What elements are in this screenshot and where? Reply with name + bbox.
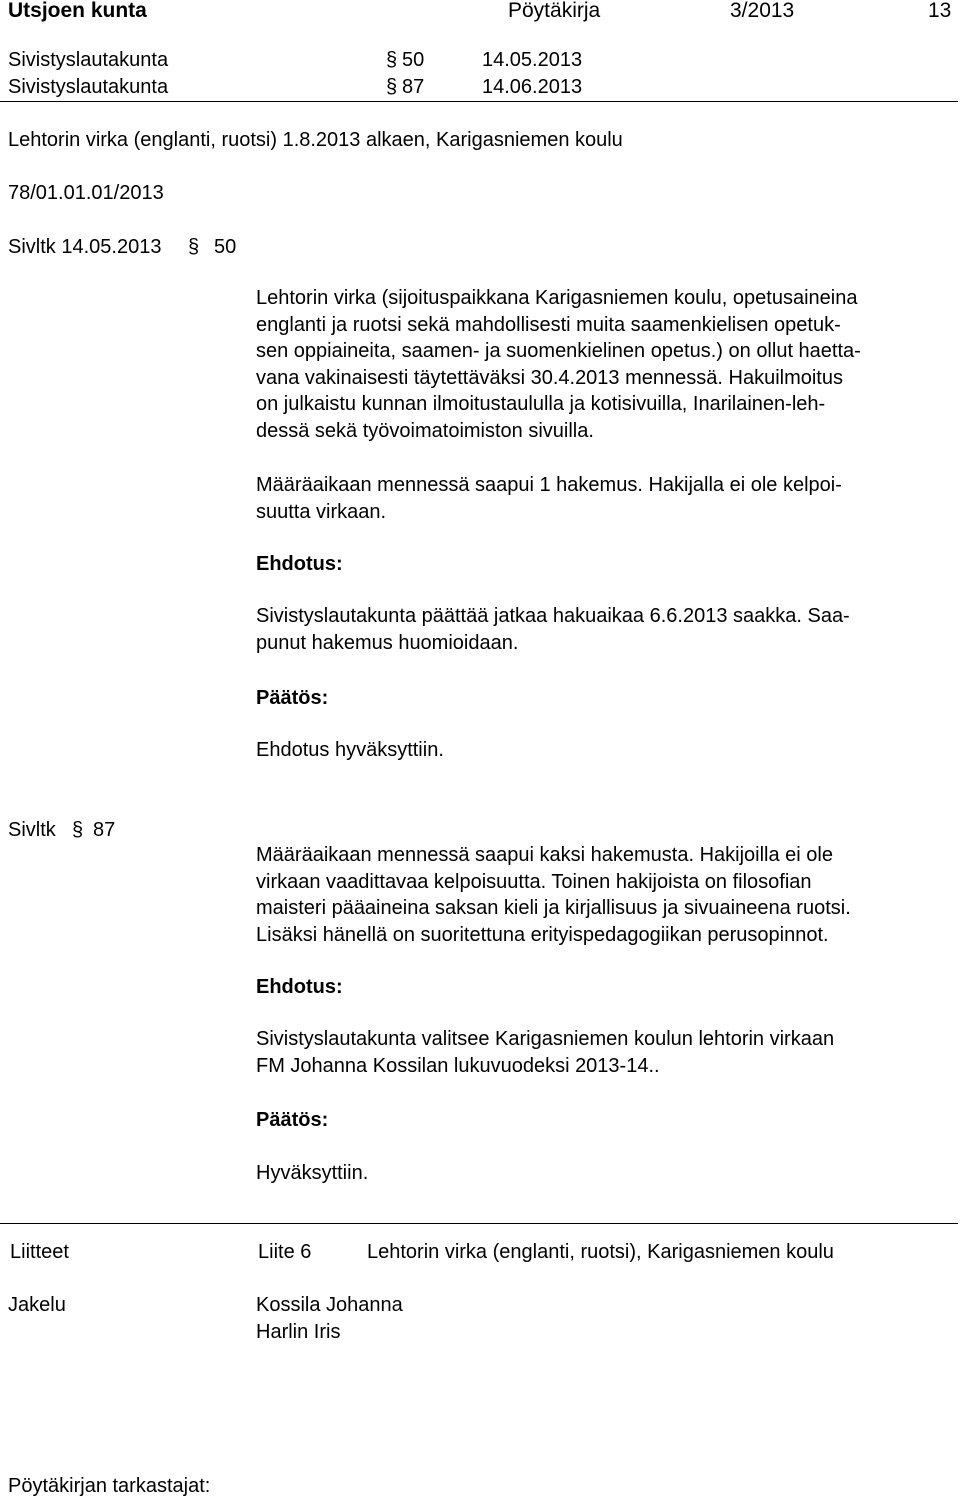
attachments-divider xyxy=(0,1223,958,1224)
body-line: Määräaikaan mennessä saapui 1 hakemus. Hakijalla ei ole kelpoi- xyxy=(256,474,842,496)
entry1-decision: Ehdotus hyväksyttiin. xyxy=(256,739,444,761)
body-line: suutta virkaan. xyxy=(256,500,387,523)
entry1-proposal xyxy=(256,603,946,656)
meeting-section: 87 xyxy=(402,76,425,98)
municipality-name: Utsjoen kunta xyxy=(8,0,147,22)
body-line: dessä sekä työvoimatoimiston sivuilla. xyxy=(256,419,594,442)
entry1-label: Sivltk 14.05.2013 xyxy=(8,236,162,258)
entry1-decision-label: Päätös: xyxy=(256,687,329,709)
attachment-description: Lehtorin virka (englanti, ruotsi), Karigasniemen koulu xyxy=(367,1241,834,1263)
body-line: Sivistyslautakunta valitsee Karigasniemen koulun lehtorin virkaan xyxy=(256,1028,835,1050)
entry2-label: Sivltk xyxy=(8,819,56,841)
section-symbol: § xyxy=(188,236,200,258)
entry1-proposal-label: Ehdotus: xyxy=(256,553,343,575)
body-line: Määräaikaan mennessä saapui kaksi hakemusta. Hakijoilla ei ole xyxy=(256,844,833,866)
attachments-label: Liitteet xyxy=(10,1241,69,1263)
meeting-section: 50 xyxy=(402,49,425,71)
entry2-proposal xyxy=(256,1026,946,1079)
meeting-body: Sivistyslautakunta xyxy=(8,49,169,71)
matter-title: Lehtorin virka (englanti, ruotsi) 1.8.2013 alkaen, Karigasniemen koulu xyxy=(8,129,623,151)
entry2-proposal-label: Ehdotus: xyxy=(256,976,343,998)
body-line: Lisäksi hänellä on suoritettuna erityispedagogiikan perusopinnot. xyxy=(256,923,829,946)
body-line: on julkaistu kunnan ilmoitustaululla ja kotisivuilla, Inarilainen-leh- xyxy=(256,393,826,415)
document-type: Pöytäkirja xyxy=(508,0,601,22)
body-line: sen oppiaineita, saamen- ja suomenkielinen opetus.) on ollut haetta- xyxy=(256,340,861,362)
entry1-section: 50 xyxy=(214,236,237,258)
page-number: 13 xyxy=(928,0,952,22)
document-number: 3/2013 xyxy=(730,0,795,22)
header-divider xyxy=(0,101,958,102)
body-line: virkaan vaadittavaa kelpoisuutta. Toinen hakijoista on filosofian xyxy=(256,870,812,893)
body-line: Sivistyslautakunta päättää jatkaa hakuaikaa 6.6.2013 saakka. Saa- xyxy=(256,605,850,627)
entry1-applications xyxy=(256,472,946,525)
body-line: maisteri pääaineina saksan kieli ja kirjallisuus ja sivuaineena ruotsi. xyxy=(256,897,851,919)
meeting-date: 14.06.2013 xyxy=(482,76,583,98)
meeting-date: 14.05.2013 xyxy=(482,49,583,71)
entry1-body xyxy=(256,285,946,444)
body-line: vana vakinaisesti täytettäväksi 30.4.2013 mennessä. Hakuilmoitus xyxy=(256,366,843,389)
body-line: Lehtorin virka (sijoituspaikkana Karigasniemen koulu, opetusaineina xyxy=(256,287,858,309)
distribution-label: Jakelu xyxy=(8,1294,66,1316)
diary-number: 78/01.01.01/2013 xyxy=(8,182,164,204)
attachment-id: Liite 6 xyxy=(258,1241,312,1263)
body-line: englanti ja ruotsi sekä mahdollisesti muita saamenkielisen opetuk- xyxy=(256,313,841,336)
body-line: punut hakemus huomioidaan. xyxy=(256,631,519,654)
meeting-body: Sivistyslautakunta xyxy=(8,76,169,98)
distribution-recipient: Kossila Johanna xyxy=(256,1294,403,1316)
reviewers-label: Pöytäkirjan tarkastajat: xyxy=(8,1475,211,1497)
entry2-body xyxy=(256,842,946,948)
section-symbol: § xyxy=(386,76,398,98)
distribution-recipient: Harlin Iris xyxy=(256,1321,341,1343)
section-symbol: § xyxy=(386,49,398,71)
entry2-section: 87 xyxy=(93,819,116,841)
section-symbol: § xyxy=(72,819,84,841)
entry2-decision: Hyväksyttiin. xyxy=(256,1162,369,1184)
entry2-decision-label: Päätös: xyxy=(256,1109,329,1131)
body-line: FM Johanna Kossilan lukuvuodeksi 2013-14.. xyxy=(256,1054,660,1077)
